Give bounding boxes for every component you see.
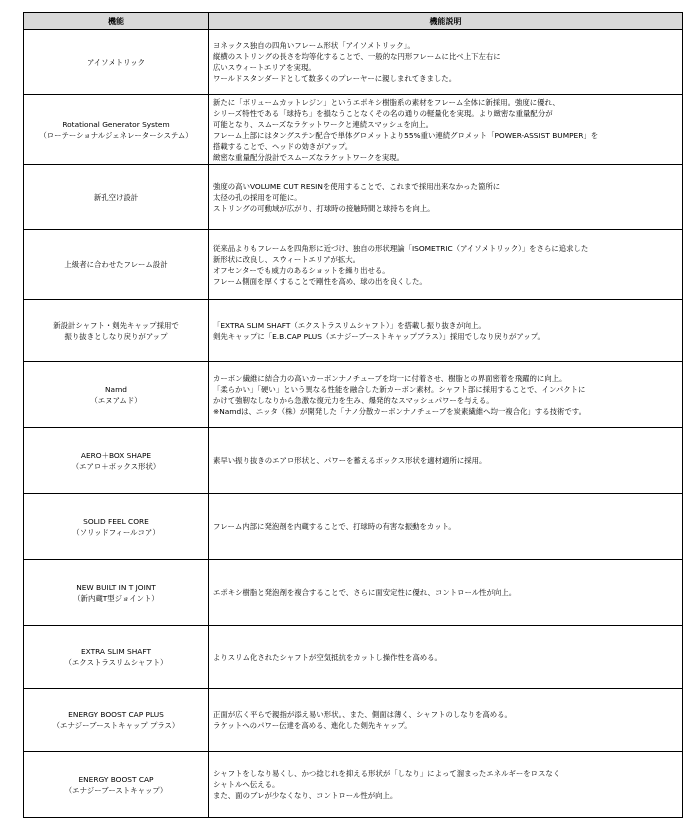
feature-name-line: （エクストラスリムシャフト） [64,658,168,667]
feature-description-line: よりスリム化されたシャフトが空気抵抗をカットし操作性を高める。 [213,652,442,662]
table-header-row [24,13,683,30]
feature-name-cell [24,626,209,689]
feature-name-line: アイソメトリック [86,57,146,67]
feature-description-line: 従来品よりもフレームを四角形に近づけ、独自の形状理論「ISOMETRIC（アイソメトリック）」をさらに追求した [213,243,589,253]
feature-description-line: 広いスウィートエリアを実現。 [213,63,316,72]
feature-description-line: 新たに「ボリュームカットレジン」というエポキシ樹脂系の素材をフレーム全体に新採用。強度に優れ、 [213,97,560,107]
feature-name-cell [24,230,209,300]
feature-description-cell [209,165,683,230]
feature-description-cell [209,230,683,300]
feature-description-line: 太径の孔の採用を可能に。 [213,192,302,202]
feature-table [23,12,683,818]
feature-description-line: シリーズ特性である「球持ち」を損なうことなくその名の通りの軽量化を実現。より緻密な重量配分が [213,108,553,118]
feature-description-line: 正面が広く平らで親指が添え易い形状。、また、側面は薄く、シャフトのしなりを高める。 [213,710,512,719]
feature-description-line: 緻密な重量配分設計でスムーズなラケットワークを実現。 [213,152,405,162]
table-row [24,362,683,428]
feature-description-line: 強度の高いVOLUME CUT RESINを使用することで、これまで採用出来なかった箇所に [213,181,501,191]
table-row [24,165,683,230]
feature-description-line: 「柔らかい」「硬い」という異なる性能を融合した新カーボン素材。シャフト部に採用することで、インパクトに [213,384,586,394]
table-row [24,230,683,300]
feature-name-line: AERO＋BOX SHAPE [80,450,152,460]
spec-table-container [23,12,682,818]
feature-description-line: ヨネックス独自の四角いフレーム形状「アイソメトリック」。 [213,41,415,50]
feature-name-line: （ソリッドフィールコア） [72,527,160,537]
feature-description-line: ※Namdは、ニッタ（株）が開発した「ナノ分散カーボンナノチューブを炭素繊維へ均一複合化」する技術です。 [213,406,586,416]
feature-description-cell [209,752,683,818]
feature-name-line: NEW BUILT IN T JOINT [76,582,156,592]
feature-description-line: また、面のブレが少なくなり、コントロール性が向上。 [213,791,398,800]
table-body [24,30,683,818]
feature-name-line: （ローテーショナルジェネレーターシステム） [39,130,193,140]
feature-name-line: （新内蔵T型ジョイント） [73,593,159,603]
feature-description-line: 新形状に改良し、スウィートエリアが拡大。 [213,254,361,264]
feature-description-line: ストリングの可動域が広がり、打球時の接触時間と球持ちを向上。 [213,203,435,213]
feature-description-line: フレーム内部に発泡剤を内蔵することで、打球時の有害な振動をカット。 [213,522,456,531]
feature-description-line: 素早い振り抜きのエアロ形状と、パワーを蓄えるボックス形状を適材適所に採用。 [213,456,487,465]
table-row [24,560,683,626]
feature-name-line: 新孔空け設計 [93,192,139,202]
feature-name-cell [24,494,209,560]
feature-description-cell [209,362,683,428]
feature-description-line: シャトルへ伝える。 [213,780,280,789]
feature-description-cell [209,560,683,626]
table-row [24,95,683,165]
feature-name-cell [24,300,209,362]
feature-description-line: フレーム側面を厚くすることで剛性を高め、球の出を良くした。 [213,276,427,286]
feature-description-line: シャフトをしなり易くし、かつ捻じれを抑える形状が「しなり」によって溜まったエネルギーをロスなく [213,769,561,778]
table-row [24,30,683,95]
feature-name-line: Rotational Generator System [62,119,170,129]
feature-name-line: ENERGY BOOST CAP PLUS [68,710,164,719]
feature-name-cell [24,752,209,818]
table-row [24,752,683,818]
feature-description-line: かけて強靭なしなりから急激な復元力を生み、爆発的なスマッシュパワーを与える。 [213,395,494,405]
feature-description-cell [209,626,683,689]
feature-name-line: （エヌアムド） [90,395,142,405]
feature-name-cell [24,362,209,428]
feature-description-line: フレーム上部にはタングステン配合で単体グロメットより55%重い連続グロメット「POWER-ASSIST BUMPER」を [213,130,599,140]
feature-name-line: （エナジーブーストキャップ プラス） [52,721,180,730]
feature-name-line: （エアロ＋ボックス形状） [71,461,161,471]
feature-description-line: カーボン繊維に結合力の高いカーボンナノチューブを均一に付着させ、樹脂との界面密着を飛躍的に向上。 [213,373,567,383]
feature-description-line: 「EXTRA SLIM SHAFT（エクストラスリムシャフト）」を搭載し振り抜きが向上。 [213,320,486,330]
feature-description-cell [209,428,683,494]
feature-name-line: 振り抜きとしなり戻りがアップ [64,331,168,341]
feature-description-line: 縦横のストリングの長さを均等化することで、一般的な円形フレームに比べ上下左右に [213,52,501,61]
table-row [24,626,683,689]
feature-description-line: 剣先キャップに「E.B.CAP PLUS（エナジーブーストキャップブラス）」採用でしなり戻りがアップ。 [213,331,545,341]
feature-name-cell [24,95,209,165]
feature-name-cell [24,560,209,626]
feature-name-line: Namd [105,384,127,394]
table-row [24,494,683,560]
table-row [24,300,683,362]
feature-description-line: 可能となり、スムーズなラケットワークと連続スマッシュを向上。 [213,119,434,129]
feature-name-cell [24,30,209,95]
feature-description-line: ワールドスタンダードとして数多くのプレーヤーに親しまれてきました。 [213,74,457,83]
feature-description-cell [209,300,683,362]
table-row [24,428,683,494]
feature-description-cell [209,95,683,165]
feature-name-cell [24,689,209,752]
feature-description-cell [209,30,683,95]
feature-description-line: オフセンターでも威力のあるショットを繰り出せる。 [213,265,390,275]
feature-description-cell [209,494,683,560]
feature-description-cell [209,689,683,752]
header-description: 機能説明 [209,13,683,30]
feature-name-cell [24,165,209,230]
feature-description-line: ラケットへのパワー伝達を高める、進化した剣先キャップ。 [213,721,412,730]
feature-description-line: 搭載することで、ヘッドの効きがアップ。 [213,141,353,151]
header-feature: 機能 [24,13,209,30]
feature-name-line: ENERGY BOOST CAP [78,774,154,784]
feature-description-line: エポキシ樹脂と発泡剤を複合することで、さらに面安定性に優れ、コントロール性が向上。 [213,588,517,597]
feature-name-line: 上級者に合わせたフレーム設計 [64,260,168,269]
feature-name-line: 新設計シャフト・剣先キャップ採用で [53,320,179,330]
feature-name-line: （エナジーブーストキャップ） [64,785,168,795]
feature-name-line: EXTRA SLIM SHAFT [80,647,151,656]
feature-name-line: SOLID FEEL CORE [83,516,149,526]
feature-name-cell [24,428,209,494]
table-row [24,689,683,752]
